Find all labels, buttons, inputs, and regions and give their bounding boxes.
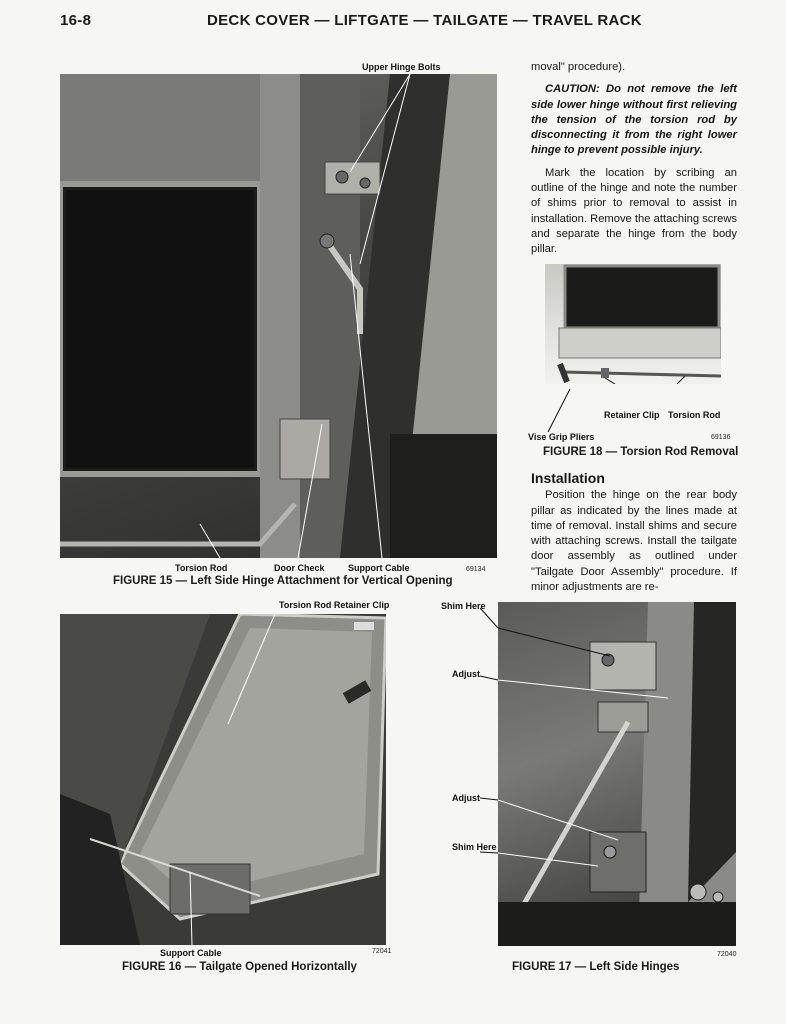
figure-18-photo: [545, 264, 721, 384]
fig17-label-adjust-bottom: Adjust: [452, 793, 480, 803]
para-continued: moval" procedure).: [531, 61, 626, 73]
installation-section: [531, 471, 737, 602]
fig18-label-vise-grip-pliers: Vise Grip Pliers: [528, 432, 595, 442]
fig18-label-torsion-rod: Torsion Rod: [668, 410, 721, 420]
fig16-label-support-cable: Support Cable: [160, 948, 222, 958]
figure-18-illustration: [545, 264, 721, 384]
page-header: [60, 8, 750, 36]
figure-16-illustration: [60, 614, 386, 945]
figure-17-illustration: [498, 602, 736, 946]
para-mark-location: Mark the location by scribing an outline of the hinge and note the number of shims prior to removal to assist in installation. Remove the attaching screws and separate the hinge from the body pillar.: [531, 166, 737, 256]
fig15-number: 69134: [466, 566, 486, 573]
figure-15-photo: [60, 74, 497, 558]
caution-note: CAUTION: Do not remove the left side lower hinge without first relieving the tension of the torsion rod by disconnecting it from the right lower hinge to prevent possible injury.: [531, 83, 737, 157]
fig15-label-door-check: Door Check: [274, 563, 325, 573]
fig15-label-upper-hinge-bolts: Upper Hinge Bolts: [362, 62, 441, 72]
fig18-leaders: [530, 384, 730, 434]
text-column-top: [531, 60, 737, 265]
fig15-caption: FIGURE 15 — Left Side Hinge Attachment for Vertical Opening: [113, 575, 453, 587]
fig16-label-torsion-rod-retainer-clip: Torsion Rod Retainer Clip: [279, 600, 390, 610]
fig16-caption: FIGURE 16 — Tailgate Opened Horizontally: [122, 961, 357, 973]
fig15-label-torsion-rod: Torsion Rod: [175, 563, 228, 573]
fig16-number: 72041: [372, 948, 392, 955]
fig18-number: 69136: [711, 434, 731, 441]
installation-heading: Installation: [531, 470, 605, 486]
figure-16-photo: [60, 614, 386, 945]
fig17-label-shim-here-bottom: Shim Here: [452, 842, 497, 852]
fig18-label-retainer-clip: Retainer Clip: [604, 410, 660, 420]
para-installation: Position the hinge on the rear body pillar as indicated by the lines made at time of removal. Install shims and secure with attaching screws. Install the tailgate door assembly as outlined under "Tailgate Door Assembly" procedure. If minor adjustments are re-: [531, 489, 737, 594]
fig17-label-shim-here-top: Shim Here: [441, 601, 486, 611]
fig17-leaders-outside: [480, 600, 500, 870]
page-number: 16-8: [60, 12, 92, 29]
fig17-number: 72040: [717, 951, 737, 958]
fig17-label-adjust-top: Adjust: [452, 669, 480, 679]
figure-15-illustration: [60, 74, 497, 558]
fig17-caption: FIGURE 17 — Left Side Hinges: [512, 961, 680, 973]
figure-17-photo: [498, 602, 736, 946]
fig18-caption: FIGURE 18 — Torsion Rod Removal: [543, 446, 739, 458]
fig15-label-support-cable: Support Cable: [348, 563, 410, 573]
page-title: DECK COVER — LIFTGATE — TAILGATE — TRAVEL RACK: [207, 12, 642, 29]
